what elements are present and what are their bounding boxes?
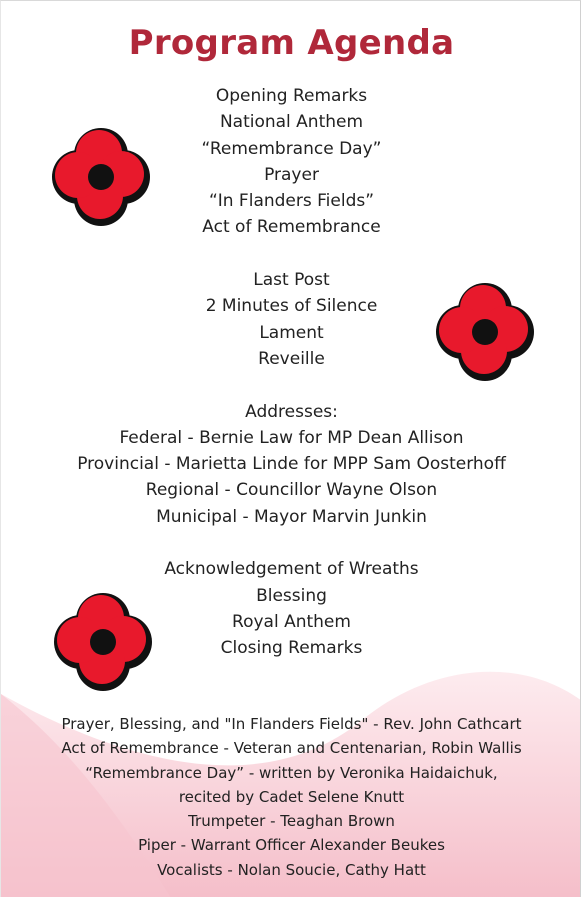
credit-line: Prayer, Blessing, and "In Flanders Fields" - Rev. John Cathcart bbox=[61, 715, 522, 733]
agenda-item: Federal - Bernie Law for MP Dean Allison bbox=[119, 427, 464, 448]
agenda-item: Blessing bbox=[256, 585, 327, 606]
agenda-item: Act of Remembrance bbox=[202, 217, 381, 238]
agenda-item: Reveille bbox=[258, 348, 325, 369]
agenda-item: National Anthem bbox=[219, 112, 364, 133]
addresses-heading: Addresses: bbox=[245, 401, 338, 422]
credit-line: Vocalists - Nolan Soucie, Cathy Hatt bbox=[157, 860, 426, 879]
agenda-item: Prayer bbox=[264, 164, 319, 185]
agenda-spacer bbox=[1, 372, 581, 398]
credit-line: Trumpeter - Teaghan Brown bbox=[188, 812, 395, 831]
agenda-spacer bbox=[1, 241, 581, 267]
agenda-item: Royal Anthem bbox=[232, 611, 351, 632]
agenda-spacer bbox=[1, 530, 581, 556]
agenda-item: “Remembrance Day” bbox=[201, 138, 382, 159]
credits-list bbox=[1, 712, 581, 882]
page-title: Program Agenda bbox=[128, 23, 455, 63]
credit-line: Act of Remembrance - Veteran and Centenarian, Robin Wallis bbox=[61, 739, 522, 758]
agenda-item: Acknowledgement of Wreaths bbox=[164, 559, 419, 580]
credit-line: “Remembrance Day” - written by Veronika Haidaichuk, bbox=[85, 763, 498, 782]
agenda-item: Last Post bbox=[253, 270, 330, 291]
agenda-list bbox=[1, 83, 581, 662]
agenda-item: Lament bbox=[259, 322, 324, 343]
agenda-item: Provincial - Marietta Linde for MPP Sam Oosterhoff bbox=[77, 454, 506, 475]
agenda-item: Regional - Councillor Wayne Olson bbox=[145, 480, 438, 501]
agenda-item: Municipal - Mayor Marvin Junkin bbox=[156, 506, 427, 527]
credit-line: recited by Cadet Selene Knutt bbox=[178, 787, 405, 806]
agenda-item: Opening Remarks bbox=[215, 86, 368, 106]
agenda-item: 2 Minutes of Silence bbox=[205, 296, 378, 317]
credit-line: Piper - Warrant Officer Alexander Beukes bbox=[138, 836, 445, 855]
agenda-item: “In Flanders Fields” bbox=[208, 191, 375, 212]
agenda-item: Closing Remarks bbox=[220, 638, 363, 659]
